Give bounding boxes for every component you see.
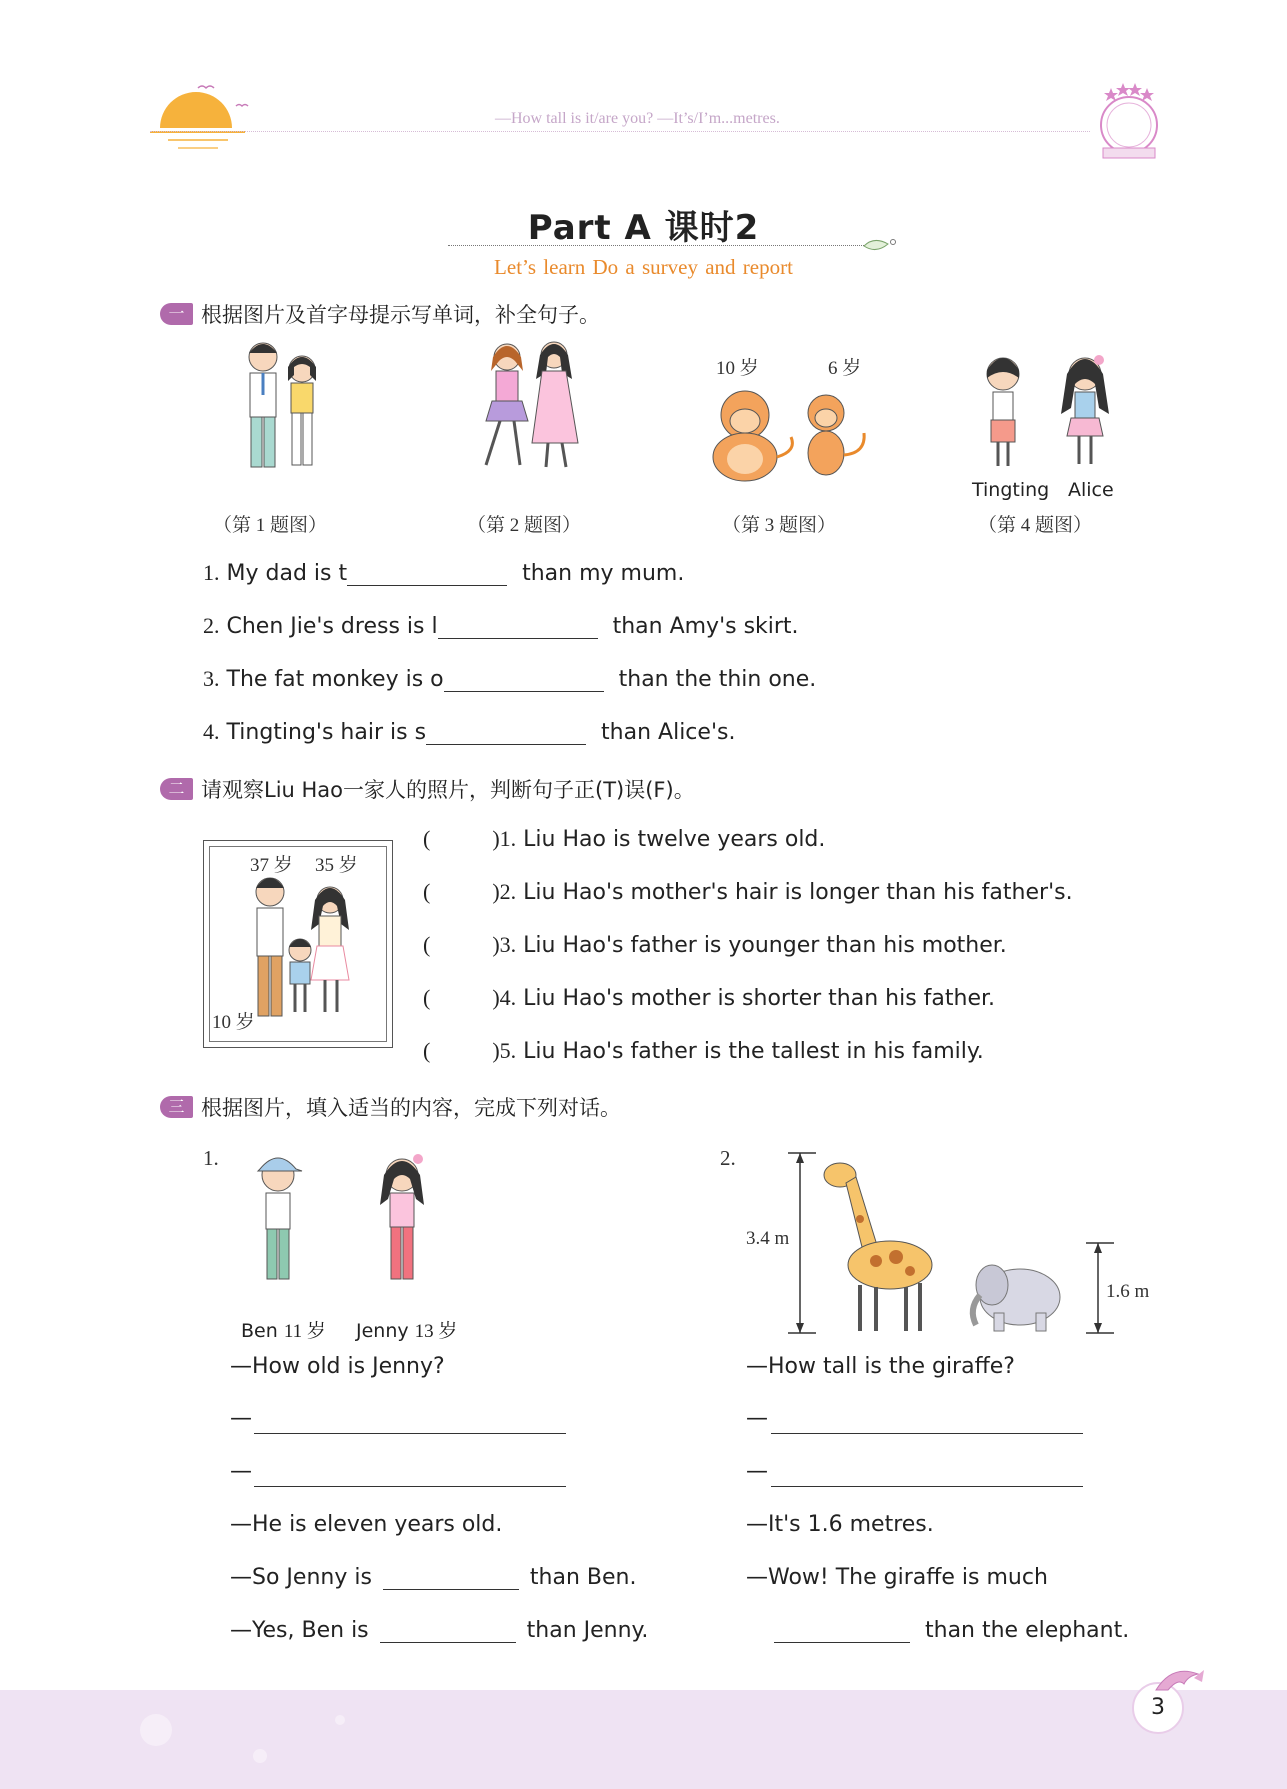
true-false-item-2: ( )2. Liu Hao's mother's hair is longer than his father's. xyxy=(423,879,1073,905)
dialogue-2-question: —How tall is the giraffe? xyxy=(746,1354,1015,1379)
answer-paren[interactable]: ( xyxy=(423,826,431,851)
father-age-label: 37 岁 xyxy=(250,855,293,876)
dialogue-2-answer-2: — xyxy=(746,1459,768,1484)
answer-blank[interactable] xyxy=(444,667,604,692)
dad-and-mum-illustration xyxy=(230,335,340,485)
dialogue-2-line-6: than the elephant. xyxy=(774,1618,1129,1643)
giraffe-and-elephant-illustration xyxy=(780,1145,1120,1340)
dialogue-1-line-5: —So Jenny is than Ben. xyxy=(230,1565,637,1590)
leaf-ornament-icon xyxy=(862,236,898,256)
answer-paren[interactable]: ( xyxy=(423,932,431,957)
dialogue-1-answer-1: — xyxy=(230,1406,252,1431)
ben-label: Ben 11 岁 xyxy=(241,1320,326,1342)
liu-hao-age-label: 10 岁 xyxy=(212,1012,255,1033)
dialogue-1-line-4: —He is eleven years old. xyxy=(230,1512,503,1537)
exercise-4-sentence: 4. Tingting's hair is s than Alice's. xyxy=(203,719,736,745)
title-divider xyxy=(448,245,868,246)
dialogue-2-answer-line-2[interactable] xyxy=(771,1486,1083,1487)
page-number: 3 xyxy=(1132,1682,1184,1734)
picture-2-caption: （第 2 题图） xyxy=(467,515,582,536)
dolphin-icon xyxy=(1148,1660,1208,1712)
dialogue-1-answer-line-2[interactable] xyxy=(254,1486,566,1487)
dialogue-1-question: —How old is Jenny? xyxy=(230,1354,445,1379)
ben-and-jenny-illustration xyxy=(240,1145,450,1307)
section-2-instruction: 请观察Liu Hao一家人的照片，判断句子正(T)误(F)。 xyxy=(201,778,695,802)
dialogue-2-number: 2. xyxy=(720,1146,736,1170)
thin-monkey-age-label: 6 岁 xyxy=(828,358,862,379)
answer-blank[interactable] xyxy=(438,614,598,639)
true-false-item-3: ( )3. Liu Hao's father is younger than his mother. xyxy=(423,932,1007,958)
picture-4-caption: （第 4 题图） xyxy=(978,515,1093,536)
header-divider xyxy=(150,131,1090,132)
section-3-instruction: 根据图片，填入适当的内容，完成下列对话。 xyxy=(201,1096,621,1120)
giraffe-height-label: 3.4 m xyxy=(746,1228,790,1249)
publisher-badge-icon xyxy=(1093,80,1165,162)
dialogue-1-number: 1. xyxy=(203,1146,219,1170)
dialogue-1-line-6: —Yes, Ben is than Jenny. xyxy=(230,1618,649,1643)
true-false-item-5: ( )5. Liu Hao's father is the tallest in his family. xyxy=(423,1038,984,1064)
dialogue-2-line-5: —Wow! The giraffe is much xyxy=(746,1565,1048,1590)
exercise-3-sentence: 3. The fat monkey is o than the thin one. xyxy=(203,666,817,692)
section-3-badge: 三 xyxy=(160,1096,193,1118)
exercise-2-sentence: 2. Chen Jie's dress is l than Amy's skirt. xyxy=(203,613,799,639)
answer-paren[interactable]: ( xyxy=(423,879,431,904)
picture-1-caption: （第 1 题图） xyxy=(213,515,328,536)
footer-bubbles-icon xyxy=(120,1700,380,1780)
section-2-heading xyxy=(160,774,695,804)
alice-name-label: Alice xyxy=(1068,479,1114,501)
answer-paren[interactable]: ( xyxy=(423,985,431,1010)
tingting-and-alice-illustration xyxy=(965,348,1135,478)
answer-blank[interactable] xyxy=(347,561,507,586)
header-topic: —How tall is it/are you? —It’s/I’m...metres. xyxy=(495,110,780,127)
answer-blank[interactable] xyxy=(383,1565,519,1590)
sunset-logo-icon xyxy=(150,78,250,153)
answer-blank[interactable] xyxy=(426,720,586,745)
section-3-heading xyxy=(160,1092,621,1122)
mother-age-label: 35 岁 xyxy=(315,855,358,876)
section-2-badge: 二 xyxy=(160,778,193,800)
jenny-label: Jenny 13 岁 xyxy=(356,1320,458,1342)
section-1-badge: 一 xyxy=(160,303,193,325)
fat-monkey-age-label: 10 岁 xyxy=(716,358,759,379)
elephant-height-label: 1.6 m xyxy=(1106,1281,1150,1302)
dialogue-2-answer-1: — xyxy=(746,1406,768,1431)
dialogue-2-line-4: —It's 1.6 metres. xyxy=(746,1512,934,1537)
section-1-instruction: 根据图片及首字母提示写单词，补全句子。 xyxy=(201,303,600,327)
picture-3-caption: （第 3 题图） xyxy=(722,515,837,536)
true-false-item-1: ( )1. Liu Hao is twelve years old. xyxy=(423,826,826,852)
dialogue-1-answer-2: — xyxy=(230,1459,252,1484)
liu-hao-family-illustration xyxy=(245,872,365,1034)
section-1-heading xyxy=(160,299,600,329)
page-title: Part A 课时2 xyxy=(527,208,760,248)
exercise-1-sentence: 1. My dad is t than my mum. xyxy=(203,560,685,586)
answer-paren[interactable]: ( xyxy=(423,1038,431,1063)
answer-blank[interactable] xyxy=(774,1618,910,1643)
tingting-name-label: Tingting xyxy=(972,479,1050,501)
dialogue-1-answer-line-1[interactable] xyxy=(254,1433,566,1434)
true-false-item-4: ( )4. Liu Hao's mother is shorter than his father. xyxy=(423,985,996,1011)
lesson-subtitle: Let’s learn Do a survey and report xyxy=(494,255,793,279)
chen-jie-and-amy-illustration xyxy=(462,335,597,485)
dialogue-2-answer-line-1[interactable] xyxy=(771,1433,1083,1434)
answer-blank[interactable] xyxy=(380,1618,516,1643)
monkeys-illustration xyxy=(700,385,885,485)
